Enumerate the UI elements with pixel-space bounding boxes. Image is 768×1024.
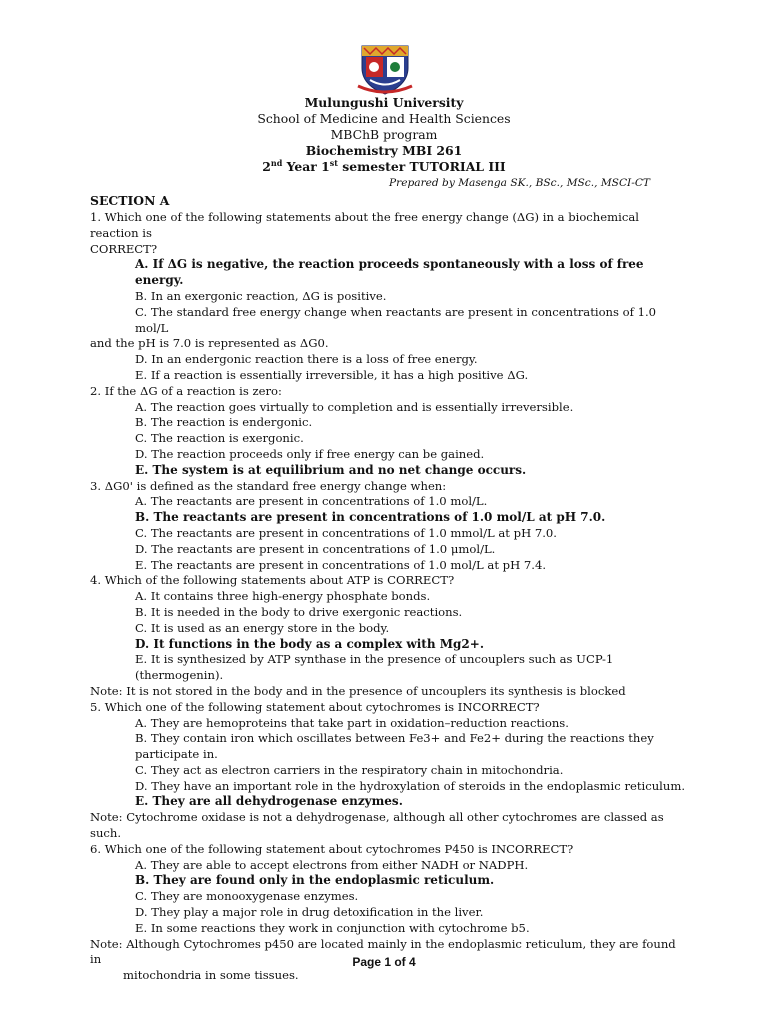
q1-option-a: A. If ΔG is negative, the reaction proceeds spontaneously with a loss of free energy. [135,257,644,288]
questions-body [90,210,690,984]
q1-option-c-continued: and the pH is 7.0 is represented as ΔG0. [90,336,329,351]
course-title: Biochemistry MBI 261 [305,143,463,158]
q6-note-line2: mitochondria in some tissues. [123,968,299,983]
q3-option-a: A. The reactants are present in concentrations of 1.0 mol/L. [135,494,488,509]
prepared-by: Prepared by Masenga SK., BSc., MSc., MSCI-CT [389,177,650,189]
q1-option-e: E. If a reaction is essentially irreversible, it has a high positive ΔG. [135,367,529,382]
question-1-line1: 1. Which one of the following statements about the free energy change (ΔG) in a biochemical reaction is [90,210,639,240]
q4-option-d: D. It functions in the body as a complex with Mg2+. [135,636,485,651]
q5-note: Note: Cytochrome oxidase is not a dehydrogenase, although all other cytochromes are classed as such. [90,810,664,841]
q2-option-d: D. The reaction proceeds only if free energy can be gained. [135,446,485,461]
q3-option-b: B. The reactants are present in concentrations of 1.0 mol/L at pH 7.0. [135,510,606,525]
q6-option-d: D. They play a major role in drug detoxification in the liver. [135,905,484,920]
q4-option-b: B. It is needed in the body to drive exergonic reactions. [135,604,463,619]
year-word: Year [282,159,322,174]
question-3: 3. ΔG0' is defined as the standard free energy change when: [90,478,447,493]
q4-option-a: A. It contains three high-energy phosphate bonds. [135,589,431,604]
q5-option-b-continued: participate in. [135,747,218,762]
q6-option-b: B. They are found only in the endoplasmic reticulum. [135,873,495,888]
page-number: Page 1 of 4 [352,955,416,969]
q4-option-c: C. It is used as an energy store in the body. [135,620,390,635]
semester-rest: semester TUTORIAL III [337,159,506,174]
school-name: School of Medicine and Health Sciences [257,111,511,126]
question-4: 4. Which of the following statements about ATP is CORRECT? [90,573,455,588]
year-number: 2 [262,159,271,174]
tutorial-title [0,159,768,175]
q2-option-e: E. The system is at equilibrium and no net change occurs. [135,462,527,477]
question-5: 5. Which one of the following statement about cytochromes is INCORRECT? [90,699,540,714]
question-2: 2. If the ΔG of a reaction is zero: [90,383,282,398]
semester-number: 1 [321,159,330,174]
q3-option-c: C. The reactants are present in concentrations of 1.0 mmol/L at pH 7.0. [135,525,557,540]
section-title: SECTION A [90,193,170,208]
q6-option-a: A. They are able to accept electrons from either NADH or NADPH. [135,857,529,872]
q5-option-c: C. They act as electron carriers in the respiratory chain in mitochondria. [135,762,564,777]
q5-option-b: B. They contain iron which oscillates between Fe3+ and Fe2+ during the reactions they [135,731,654,746]
q1-option-c: C. The standard free energy change when reactants are present in concentrations of 1.0 mol/L [135,304,657,335]
q2-option-a: A. The reaction goes virtually to completion and is essentially irreversible. [135,399,574,414]
question-1 [90,210,690,257]
q1-option-b: B. In an exergonic reaction, ΔG is positive. [135,288,387,303]
q4-option-e-continued: (thermogenin). [135,668,224,683]
question-1-line2: CORRECT? [90,241,158,256]
q2-option-c: C. The reaction is exergonic. [135,431,304,446]
semester-suffix: st [329,157,338,168]
q1-option-d: D. In an endergonic reaction there is a loss of free energy. [135,352,478,367]
q4-note: Note: It is not stored in the body and in the presence of uncouplers its synthesis is blocked [90,683,626,698]
program-name: MBChB program [330,127,438,142]
q5-option-a: A. They are hemoproteins that take part in oxidation–reduction reactions. [135,715,569,730]
q4-option-e: E. It is synthesized by ATP synthase in the presence of uncouplers such as UCP-1 [135,652,614,667]
q5-option-e: E. They are all dehydrogenase enzymes. [135,794,403,809]
q3-option-d: D. The reactants are present in concentrations of 1.0 μmol/L. [135,541,496,556]
q3-option-e: E. The reactants are present in concentrations of 1.0 mol/L at pH 7.4. [135,557,547,572]
q2-option-b: B. The reaction is endergonic. [135,415,313,430]
q5-option-d: D. They have an important role in the hydroxylation of steroids in the endoplasmic reticulum. [135,778,686,793]
q6-option-c: C. They are monooxygenase enzymes. [135,889,359,904]
university-logo [356,42,414,96]
question-6: 6. Which one of the following statement about cytochromes P450 is INCORRECT? [90,841,574,856]
year-suffix: nd [270,157,283,168]
q6-option-e: E. In some reactions they work in conjunction with cytochrome b5. [135,920,530,935]
university-name: Mulungushi University [304,95,464,110]
q6-note-line1: Note: Although Cytochromes p450 are located mainly in the endoplasmic reticulum, they are found in [90,936,676,967]
